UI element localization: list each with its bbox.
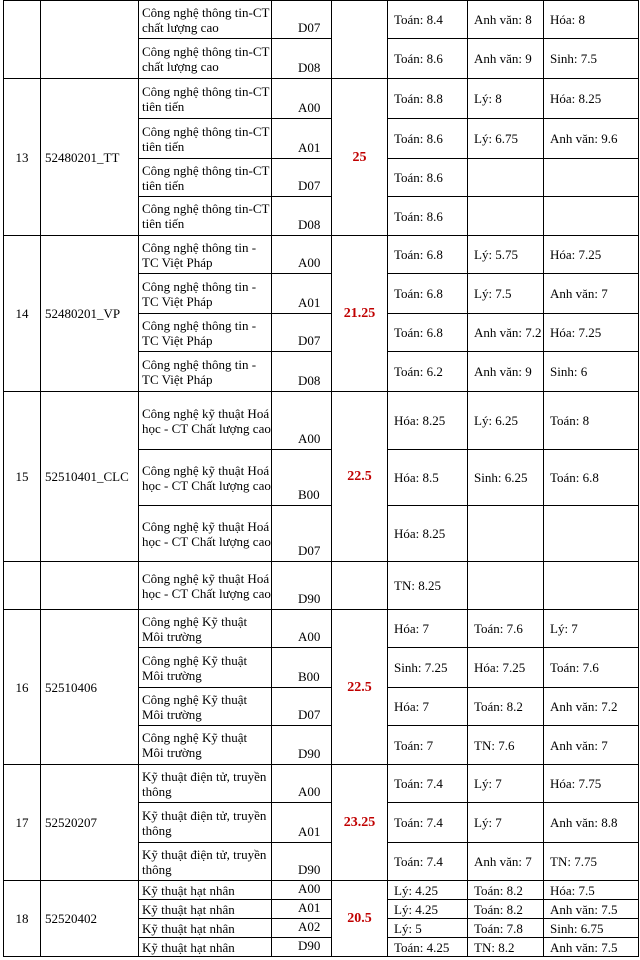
subject-score-2 [468, 562, 544, 610]
stt-cell: 13 [4, 79, 41, 236]
stt-cell [4, 562, 41, 610]
subject-score-2: Anh văn: 7.2 [468, 314, 544, 352]
subject-combo-cell: A00 [272, 610, 332, 648]
cutoff-score-cell: 20.5 [332, 881, 388, 957]
table-row [4, 236, 639, 274]
subject-score-3: Toán: 7.6 [544, 648, 639, 688]
subject-score-2: Lý: 8 [468, 79, 544, 119]
major-code-cell: 52510406 [41, 610, 139, 765]
subject-score-3 [544, 159, 639, 197]
stt-cell: 15 [4, 392, 41, 562]
table-row [4, 610, 639, 648]
major-name-cell: Công nghệ thông tin - TC Việt Pháp [139, 352, 272, 392]
subject-combo-cell: A01 [272, 274, 332, 314]
subject-score-3: TN: 7.75 [544, 843, 639, 881]
major-name-cell: Kỹ thuật hạt nhân [139, 919, 272, 938]
major-name-cell: Kỹ thuật điện tử, truyền thông [139, 843, 272, 881]
subject-score-2 [468, 197, 544, 236]
subject-combo-cell: D90 [272, 726, 332, 765]
major-name-cell: Công nghệ thông tin-CT tiên tiến [139, 159, 272, 197]
subject-score-3: Lý: 7 [544, 610, 639, 648]
subject-score-2: Toán: 8.2 [468, 688, 544, 726]
subject-combo-cell: D90 [272, 562, 332, 610]
stt-cell: 17 [4, 765, 41, 881]
subject-score-1: Lý: 4.25 [388, 900, 468, 919]
subject-score-1: Toán: 6.8 [388, 274, 468, 314]
major-name-cell: Công nghệ Kỹ thuật Môi trường [139, 648, 272, 688]
stt-cell: 18 [4, 881, 41, 957]
major-name-cell: Công nghệ thông tin-CT tiên tiến [139, 119, 272, 159]
subject-score-1: Toán: 7.4 [388, 765, 468, 803]
subject-score-2: Hóa: 7.25 [468, 648, 544, 688]
subject-combo-cell: D08 [272, 39, 332, 79]
cutoff-score-cell [332, 1, 388, 79]
major-name-cell: Công nghệ kỹ thuật Hoá học - CT Chất lượng cao [139, 450, 272, 506]
subject-score-2: Toán: 8.2 [468, 881, 544, 900]
subject-score-1: Toán: 8.4 [388, 1, 468, 39]
major-name-cell: Kỹ thuật điện tử, truyền thông [139, 765, 272, 803]
subject-score-3: Anh văn: 8.8 [544, 803, 639, 843]
major-code-cell: 52480201_VP [41, 236, 139, 392]
cutoff-score-cell [332, 562, 388, 610]
subject-score-3: Sinh: 6 [544, 352, 639, 392]
subject-score-2: Anh văn: 7 [468, 843, 544, 881]
subject-score-1: Toán: 6.8 [388, 314, 468, 352]
major-code-cell: 52520402 [41, 881, 139, 957]
subject-score-3: Hóa: 7.25 [544, 236, 639, 274]
subject-score-1: Toán: 7 [388, 726, 468, 765]
subject-combo-cell: A02 [272, 919, 332, 938]
major-name-cell: Công nghệ Kỹ thuật Môi trường [139, 726, 272, 765]
subject-score-1: Hóa: 7 [388, 688, 468, 726]
subject-score-1: Toán: 8.6 [388, 39, 468, 79]
subject-score-3: Anh văn: 7 [544, 274, 639, 314]
subject-score-2 [468, 506, 544, 562]
subject-score-2: Anh văn: 9 [468, 352, 544, 392]
subject-score-2: Lý: 7 [468, 765, 544, 803]
subject-combo-cell: D08 [272, 197, 332, 236]
subject-combo-cell: D90 [272, 938, 332, 957]
subject-score-3 [544, 197, 639, 236]
major-name-cell: Công nghệ Kỹ thuật Môi trường [139, 610, 272, 648]
cutoff-score-cell: 25 [332, 79, 388, 236]
stt-cell: 16 [4, 610, 41, 765]
subject-score-1: Toán: 8.6 [388, 119, 468, 159]
subject-score-2 [468, 159, 544, 197]
subject-score-2: Anh văn: 8 [468, 1, 544, 39]
subject-score-3: Toán: 6.8 [544, 450, 639, 506]
major-name-cell: Công nghệ thông tin - TC Việt Pháp [139, 314, 272, 352]
major-name-cell: Công nghệ thông tin-CT chất lượng cao [139, 39, 272, 79]
table-row [4, 1, 639, 39]
subject-score-1: Toán: 4.25 [388, 938, 468, 957]
major-name-cell: Công nghệ thông tin-CT tiên tiến [139, 197, 272, 236]
subject-score-2: TN: 8.2 [468, 938, 544, 957]
subject-score-2: Toán: 8.2 [468, 900, 544, 919]
subject-score-3: Hóa: 7.5 [544, 881, 639, 900]
subject-combo-cell: D08 [272, 352, 332, 392]
subject-score-2: Toán: 7.6 [468, 610, 544, 648]
subject-score-3: Hóa: 7.75 [544, 765, 639, 803]
subject-combo-cell: A00 [272, 79, 332, 119]
major-name-cell: Kỹ thuật hạt nhân [139, 938, 272, 957]
major-name-cell: Kỹ thuật điện tử, truyền thông [139, 803, 272, 843]
subject-score-3 [544, 562, 639, 610]
subject-score-2: Lý: 7.5 [468, 274, 544, 314]
subject-combo-cell: D07 [272, 688, 332, 726]
subject-score-2: Toán: 7.8 [468, 919, 544, 938]
subject-score-1: Lý: 4.25 [388, 881, 468, 900]
admission-scores-table [3, 0, 639, 957]
subject-score-1: Toán: 7.4 [388, 843, 468, 881]
subject-score-3: Toán: 8 [544, 392, 639, 450]
major-name-cell: Công nghệ thông tin - TC Việt Pháp [139, 274, 272, 314]
subject-score-2: Anh văn: 9 [468, 39, 544, 79]
subject-score-3: Sinh: 7.5 [544, 39, 639, 79]
subject-score-1: Toán: 8.6 [388, 159, 468, 197]
subject-combo-cell: A01 [272, 119, 332, 159]
subject-score-1: Toán: 6.8 [388, 236, 468, 274]
major-name-cell: Công nghệ kỹ thuật Hoá học - CT Chất lượng cao [139, 562, 272, 610]
subject-score-2: Sinh: 6.25 [468, 450, 544, 506]
subject-score-1: TN: 8.25 [388, 562, 468, 610]
subject-combo-cell: A00 [272, 765, 332, 803]
subject-score-1: Hóa: 7 [388, 610, 468, 648]
major-name-cell: Công nghệ thông tin - TC Việt Pháp [139, 236, 272, 274]
subject-combo-cell: B00 [272, 648, 332, 688]
subject-combo-cell: A00 [272, 881, 332, 900]
subject-combo-cell: A01 [272, 900, 332, 919]
subject-score-3: Anh văn: 7 [544, 726, 639, 765]
major-code-cell [41, 562, 139, 610]
subject-score-1: Sinh: 7.25 [388, 648, 468, 688]
subject-score-3: Anh văn: 7.5 [544, 900, 639, 919]
cutoff-score-cell: 21.25 [332, 236, 388, 392]
subject-score-1: Lý: 5 [388, 919, 468, 938]
table-row [4, 392, 639, 450]
subject-score-1: Toán: 7.4 [388, 803, 468, 843]
major-name-cell: Công nghệ kỹ thuật Hoá học - CT Chất lượng cao [139, 392, 272, 450]
cutoff-score-cell: 23.25 [332, 765, 388, 881]
subject-score-3: Hóa: 8.25 [544, 79, 639, 119]
subject-combo-cell: D07 [272, 1, 332, 39]
subject-score-3: Anh văn: 7.5 [544, 938, 639, 957]
subject-score-3: Anh văn: 9.6 [544, 119, 639, 159]
major-name-cell: Kỹ thuật hạt nhân [139, 900, 272, 919]
table-row [4, 562, 639, 610]
subject-score-3: Hóa: 8 [544, 1, 639, 39]
subject-combo-cell: A00 [272, 392, 332, 450]
subject-score-3: Sinh: 6.75 [544, 919, 639, 938]
cutoff-score-cell: 22.5 [332, 610, 388, 765]
major-code-cell [41, 1, 139, 79]
subject-combo-cell: A01 [272, 803, 332, 843]
subject-combo-cell: D90 [272, 843, 332, 881]
subject-combo-cell: B00 [272, 450, 332, 506]
subject-score-3: Anh văn: 7.2 [544, 688, 639, 726]
subject-score-2: Lý: 6.75 [468, 119, 544, 159]
subject-score-1: Hóa: 8.25 [388, 392, 468, 450]
subject-score-1: Toán: 8.8 [388, 79, 468, 119]
major-name-cell: Công nghệ thông tin-CT tiên tiến [139, 79, 272, 119]
major-code-cell: 52480201_TT [41, 79, 139, 236]
table-row [4, 79, 639, 119]
subject-score-1: Hóa: 8.5 [388, 450, 468, 506]
subject-combo-cell: D07 [272, 314, 332, 352]
subject-score-2: Lý: 5.75 [468, 236, 544, 274]
subject-score-1: Toán: 8.6 [388, 197, 468, 236]
stt-cell: 14 [4, 236, 41, 392]
subject-score-1: Hóa: 8.25 [388, 506, 468, 562]
major-code-cell: 52510401_CLC [41, 392, 139, 562]
subject-score-2: Lý: 6.25 [468, 392, 544, 450]
subject-score-3 [544, 506, 639, 562]
subject-combo-cell: D07 [272, 506, 332, 562]
table-row [4, 881, 639, 900]
subject-score-1: Toán: 6.2 [388, 352, 468, 392]
subject-combo-cell: D07 [272, 159, 332, 197]
subject-score-2: Lý: 7 [468, 803, 544, 843]
major-name-cell: Kỹ thuật hạt nhân [139, 881, 272, 900]
subject-combo-cell: A00 [272, 236, 332, 274]
major-code-cell: 52520207 [41, 765, 139, 881]
major-name-cell: Công nghệ kỹ thuật Hoá học - CT Chất lượng cao [139, 506, 272, 562]
subject-score-3: Hóa: 7.25 [544, 314, 639, 352]
table-row [4, 765, 639, 803]
major-name-cell: Công nghệ Kỹ thuật Môi trường [139, 688, 272, 726]
subject-score-2: TN: 7.6 [468, 726, 544, 765]
stt-cell [4, 1, 41, 79]
major-name-cell: Công nghệ thông tin-CT chất lượng cao [139, 1, 272, 39]
cutoff-score-cell: 22.5 [332, 392, 388, 562]
